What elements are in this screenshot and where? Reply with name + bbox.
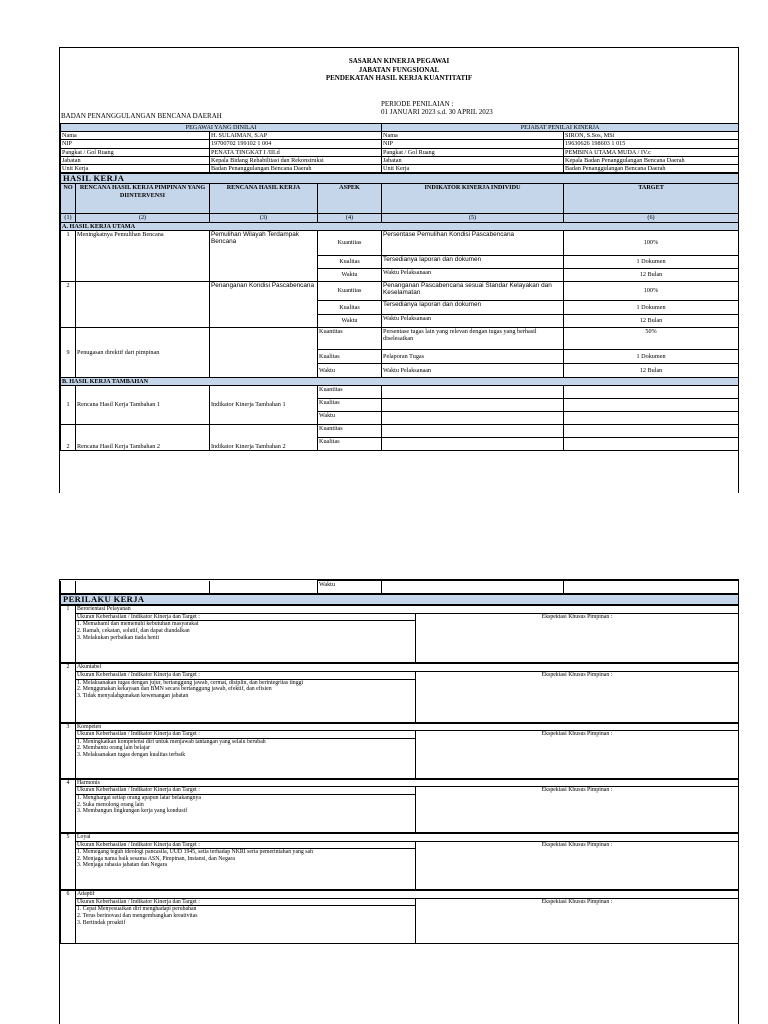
rhk-pimpinan-cell: Rencana Hasil Kerja Tambahan 1 (76, 386, 210, 425)
label-cell: Jabatan (61, 156, 210, 164)
table-row (61, 386, 739, 399)
indikator-cell (382, 386, 564, 399)
pegawai-table (60, 123, 739, 173)
indikator-cell (382, 412, 564, 425)
table-row (61, 281, 739, 300)
col-target: TARGET (564, 184, 739, 214)
label-cell: NIP (61, 140, 210, 148)
label-cell: Pangkat / Gol Ruang (61, 148, 210, 156)
ukuran-label: Ukuran Keberhasilan / Indikator Kinerja dan Target : (76, 787, 416, 795)
indikator-cell: Penanganan Pascabencana sesuai Standar Kelayakan dan Keselamatan (382, 281, 564, 300)
header-title: SASARAN KINERJA PEGAWAI (348, 57, 450, 65)
label-cell: Nama (61, 132, 210, 140)
indikator-cell: Waktu Pelaksanaan (382, 363, 564, 377)
perilaku-no: 4 (61, 779, 76, 832)
perilaku-no: 1 (61, 606, 76, 663)
value-cell: H. SULAIMAN, S.AP (210, 132, 382, 140)
indikator-cell (382, 581, 564, 594)
target-cell (564, 438, 739, 451)
page-2 (59, 579, 739, 1024)
rhk-cell (210, 327, 318, 377)
rhk-pimpinan-cell (76, 281, 210, 327)
value-cell: Badan Penanggulangan Bencana Daerah (210, 165, 382, 173)
aspek-cell: Kualitas (318, 399, 382, 412)
target-cell: 12 Bulan (564, 363, 739, 377)
perilaku-point: 2. Menggunakan kekayaan dan BMN secara bertanggung jawab, efektif, dan efisien (77, 686, 272, 693)
perilaku-table (60, 594, 739, 605)
value-cell: Kepala Badan Penanggulangan Bencana Daerah (564, 156, 739, 164)
target-cell (564, 399, 739, 412)
perilaku-list (60, 605, 738, 944)
periode-label: PERIODE PENILAIAN : (381, 100, 454, 108)
aspek-cell: Kualitas (318, 300, 382, 314)
aspek-cell: Waktu (318, 363, 382, 377)
target-cell: 1 Dokumen (564, 255, 739, 268)
indikator-cell (382, 425, 564, 438)
perilaku-point: 3. Bertindak proaktif (77, 919, 126, 926)
perilaku-item (60, 605, 739, 663)
header-subtitle: JABATAN FUNGSIONAL (358, 65, 440, 74)
label-cell: Pangkat / Gol Ruang (382, 148, 564, 156)
target-cell (564, 412, 739, 425)
table-row (61, 581, 739, 594)
col-num: (6) (564, 214, 739, 222)
perilaku-no: 3 (61, 723, 76, 778)
perilaku-point: 1. Melaksanakan tugas dengan jujur, bertanggung jawab, cermat, disiplin, dan berintegritas tinggi (77, 679, 304, 686)
ekspektasi-label: Ekspektasi Khusus Pimpinan : (416, 787, 739, 833)
table-row (61, 425, 739, 438)
perilaku-point: 3. Menjaga rahasia jabatan dan Negara (77, 862, 168, 869)
label-cell: Jabatan (382, 156, 564, 164)
aspek-cell: Waktu (318, 581, 382, 594)
periode-block (381, 100, 493, 116)
indikator-cell (382, 399, 564, 412)
col-num: (5) (382, 214, 564, 222)
perilaku-item (60, 890, 739, 944)
col-num: (2) (76, 214, 210, 222)
perilaku-name: Harmonis (76, 779, 739, 787)
indikator-cell: Tersedianya laporan dan dokumen (382, 300, 564, 314)
instansi-name: BADAN PENANGGULANGAN BENCANA DAERAH (61, 112, 222, 120)
aspek-cell: Kualitas (318, 438, 382, 451)
col-num: (3) (210, 214, 318, 222)
indikator-cell: Waktu Pelaksanaan (382, 268, 564, 281)
rhk-pimpinan-cell (76, 581, 210, 594)
target-cell: 12 Bulan (564, 314, 739, 327)
rhk-pimpinan-cell: Meningkatnya Pemulihan Bencana (76, 230, 210, 281)
perilaku-point: 2. Menjaga nama baik sesama ASN, Pimpinan, Instansi, dan Negara (77, 855, 235, 862)
row-no: 9 (61, 327, 76, 377)
pegawai-row (61, 148, 739, 156)
indikator-cell: Pelaporan Tugas (382, 349, 564, 363)
perilaku-name: Loyal (76, 833, 739, 841)
ukuran-label: Ukuran Keberhasilan / Indikator Kinerja dan Target : (76, 898, 416, 906)
continuation-table (60, 580, 739, 594)
row-no (61, 581, 76, 594)
perilaku-points (76, 738, 416, 778)
perilaku-name: Kompeten (76, 723, 739, 731)
perilaku-no: 6 (61, 891, 76, 944)
col-num: (1) (61, 214, 76, 222)
perilaku-point: 2. Suka menolong orang lain (77, 801, 144, 808)
target-cell (564, 425, 739, 438)
aspek-cell: Waktu (318, 412, 382, 425)
aspek-cell: Kualitas (318, 349, 382, 363)
perilaku-point: 1. Menghargai setiap orang apapun latar belakangnya (77, 794, 201, 801)
perilaku-points (76, 679, 416, 722)
aspek-cell: Waktu (318, 268, 382, 281)
col-no: NO (61, 184, 76, 214)
ekspektasi-label: Ekspektasi Khusus Pimpinan : (416, 613, 739, 663)
periode-value: 01 JANUARI 2023 s.d. 30 APRIL 2023 (381, 108, 493, 116)
pegawai-dinilai-title: PEGAWAI YANG DINILAI (61, 124, 382, 132)
pegawai-row (61, 165, 739, 173)
value-cell: 19700702 199102 1 004 (210, 140, 382, 148)
perilaku-point: 1. Memahami dan memenuhi kebutuhan masyarakat (77, 621, 199, 628)
perilaku-point: 3. Melakukan perbaikan tiada henti (77, 634, 159, 641)
ekspektasi-label: Ekspektasi Khusus Pimpinan : (416, 898, 739, 944)
aspek-cell: Kuantitas (318, 425, 382, 438)
ekspektasi-label: Ekspektasi Khusus Pimpinan : (416, 841, 739, 890)
value-cell: Badan Penanggulangan Bencana Daerah (564, 165, 739, 173)
ukuran-label: Ukuran Keberhasilan / Indikator Kinerja dan Target : (76, 841, 416, 849)
perilaku-points (76, 849, 416, 890)
label-cell: Unit Kerja (382, 165, 564, 173)
perilaku-points (76, 794, 416, 832)
perilaku-points (76, 621, 416, 663)
perilaku-item (60, 833, 739, 890)
aspek-cell: Kualitas (318, 255, 382, 268)
pegawai-row (61, 156, 739, 164)
perilaku-point: 3. Membangun lingkungan kerja yang kondusif (77, 808, 188, 815)
perilaku-item (60, 779, 739, 833)
indikator-cell: Tersedianya laporan dan dokumen (382, 255, 564, 268)
hasil-kerja-title: HASIL KERJA (61, 174, 739, 184)
rhk-cell: Pemulihan Wilayah Terdampak Bencana (210, 230, 318, 281)
indikator-cell: Persentase Pemulihan Kondisi Pascabencana (382, 230, 564, 255)
row-no: 1 (61, 230, 76, 281)
perilaku-point: 2. Membantu orang lain belajar (77, 745, 150, 752)
ukuran-label: Ukuran Keberhasilan / Indikator Kinerja dan Target : (76, 613, 416, 621)
perilaku-name: Berorientasi Pelayanan (76, 606, 739, 614)
aspek-cell: Kuantitas (318, 230, 382, 255)
perilaku-point: 1. Memegang teguh ideologi pancasila, UUD 1945, setia terhadap NKRI serta pemerintahan yang sah (77, 849, 313, 856)
indikator-cell: Waktu Pelaksanaan (382, 314, 564, 327)
rhk-cell: Indikator Kinerja Tambahan 1 (210, 386, 318, 425)
pegawai-row (61, 140, 739, 148)
label-cell: Nama (382, 132, 564, 140)
ekspektasi-label: Ekspektasi Khusus Pimpinan : (416, 671, 739, 722)
perilaku-point: 1. Cepat Menyesuaikan diri menghadapi perubahan (77, 906, 197, 913)
row-no: 1 (61, 386, 76, 425)
document-header (60, 48, 738, 83)
value-cell: SIRON, S.Sos, MSi (564, 132, 739, 140)
rhk-cell: Indikator Kinerja Tambahan 2 (210, 425, 318, 451)
perilaku-title: PERILAKU KERJA (61, 595, 739, 605)
perilaku-name: Akuntabel (76, 664, 739, 672)
indikator-cell: Persentase tugas lain yang relevan dengan tugas yang berhasil diselesaikan (382, 327, 564, 349)
col-rhk: RENCANA HASIL KERJA (210, 184, 318, 214)
value-cell: PENATA TINGKAT I /III.d (210, 148, 382, 156)
aspek-cell: Kuantitas (318, 281, 382, 300)
row-no: 2 (61, 281, 76, 327)
perilaku-point: 3. Melaksanakan tugas dengan kualitas terbaik (77, 751, 186, 758)
table-row (61, 327, 739, 349)
target-cell: 100% (564, 230, 739, 255)
target-cell: 1 Dokumen (564, 300, 739, 314)
pegawai-row (61, 132, 739, 140)
pejabat-penilai-title: PEJABAT PENILAI KINERJA (382, 124, 739, 132)
hasil-kerja-table (60, 173, 739, 451)
tambahan-title: B. HASIL KERJA TAMBAHAN (61, 377, 739, 385)
perilaku-item (60, 723, 739, 779)
value-cell: 19630626 198603 1 015 (564, 140, 739, 148)
ukuran-label: Ukuran Keberhasilan / Indikator Kinerja dan Target : (76, 731, 416, 739)
header-approach: PENDEKATAN HASIL KERJA KUANTITATIF (325, 74, 473, 82)
aspek-cell: Waktu (318, 314, 382, 327)
rhk-pimpinan-cell: Rencana Hasil Kerja Tambahan 2 (76, 425, 210, 451)
target-cell: 50% (564, 327, 739, 349)
perilaku-item (60, 663, 739, 722)
perilaku-point: 1. Meningkatkan kompetensi diri untuk menjawab tantangan yang selalu berubah (77, 738, 266, 745)
col-num: (4) (318, 214, 382, 222)
page-1 (59, 47, 739, 493)
table-row (61, 230, 739, 255)
perilaku-point: 3. Tidak menyalahgunakan kewenangan jabatan (77, 692, 189, 699)
indikator-cell (382, 438, 564, 451)
col-rhk-pimpinan: RENCANA HASIL KERJA PIMPINAN YANG DIINTERVENSI (76, 184, 210, 214)
perilaku-point: 2. Terus berinovasi dan mengembangkan kreativitas (77, 912, 198, 919)
rhk-pimpinan-cell: Penugasan direktif dari pimpinan (76, 327, 210, 377)
perilaku-no: 5 (61, 833, 76, 889)
value-cell: PEMBINA UTAMA MUDA / IV.c (564, 148, 739, 156)
perilaku-points (76, 906, 416, 944)
ukuran-label: Ukuran Keberhasilan / Indikator Kinerja dan Target : (76, 671, 416, 679)
utama-title: A. HASIL KERJA UTAMA (61, 222, 739, 230)
target-cell: 100% (564, 281, 739, 300)
col-aspek: ASPEK (318, 184, 382, 214)
ekspektasi-label: Ekspektasi Khusus Pimpinan : (416, 731, 739, 779)
perilaku-no: 2 (61, 664, 76, 722)
row-no: 2 (61, 425, 76, 451)
target-cell (564, 386, 739, 399)
target-cell: 12 Bulan (564, 268, 739, 281)
target-cell: 1 Dokumen (564, 349, 739, 363)
col-indikator: INDIKATOR KINERJA INDIVIDU (382, 184, 564, 214)
perilaku-point: 2. Ramah, cekatan, solutif, dan dapat diandalkan (77, 627, 190, 634)
perilaku-name: Adaptif (76, 891, 739, 899)
aspek-cell: Kuantitas (318, 327, 382, 349)
target-cell (564, 581, 739, 594)
rhk-cell (210, 581, 318, 594)
label-cell: Unit Kerja (61, 165, 210, 173)
value-cell: Kepala Bidang Rehabilitasi dan Rekonstruksi (210, 156, 382, 164)
aspek-cell: Kuantitas (318, 386, 382, 399)
label-cell: NIP (382, 140, 564, 148)
rhk-cell: Penanganan Kondisi Pascabencana (210, 281, 318, 327)
